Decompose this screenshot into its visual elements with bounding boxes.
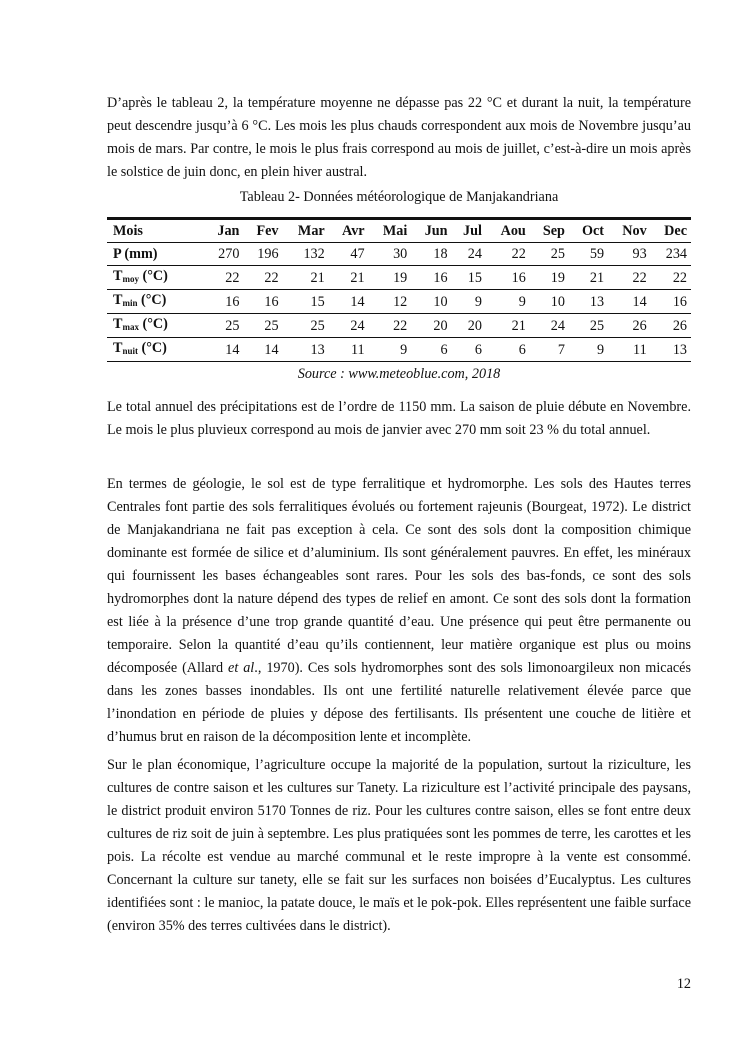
table-cell: 21 — [511, 317, 526, 334]
table-cell: 20 — [467, 317, 482, 334]
table-cell: 21 — [310, 269, 325, 286]
table-row — [107, 290, 691, 314]
table-cell: 9 — [596, 341, 605, 358]
table-cell: 13 — [310, 341, 325, 358]
row-header — [107, 290, 204, 314]
table-cell: 6 — [440, 341, 448, 358]
table-cell: 270 — [218, 246, 240, 262]
table-cell: 14 — [225, 341, 240, 358]
row-header — [107, 266, 204, 290]
table-cell: 18 — [433, 246, 448, 262]
row-header-label: T — [113, 292, 123, 308]
header-month: Nov — [622, 223, 647, 239]
row-header-subscript: max — [122, 322, 139, 332]
table-caption: Tableau 2- Données météorologique de Manjakandriana — [239, 189, 559, 205]
row-header-label: T — [113, 340, 123, 356]
table-cell: 12 — [393, 293, 408, 310]
row-header — [107, 338, 204, 362]
table-cell: 24 — [350, 317, 365, 334]
table-cell: 93 — [632, 246, 647, 262]
table-cell: 25 — [310, 317, 325, 334]
table-cell: 14 — [264, 341, 279, 358]
row-header — [107, 243, 204, 266]
table-cell: 132 — [303, 246, 325, 262]
paragraph-geology — [107, 473, 691, 749]
table-cell: 14 — [350, 293, 365, 310]
row-header-label: P (mm) — [113, 246, 158, 262]
table-cell: 25 — [264, 317, 279, 334]
header-month: Jul — [463, 223, 482, 239]
table-cell: 16 — [433, 269, 448, 286]
table-cell: 11 — [633, 341, 647, 358]
header-month: Mai — [382, 223, 408, 239]
table-cell: 22 — [264, 269, 279, 286]
row-header-unit: (°C) — [138, 268, 168, 284]
table-cell: 15 — [310, 293, 325, 310]
table-header-row — [107, 219, 691, 243]
table-cell: 19 — [393, 269, 408, 286]
page-number: 12 — [676, 976, 691, 992]
row-header-label: T — [113, 268, 123, 284]
table-cell: 16 — [672, 293, 687, 310]
header-month: Avr — [342, 223, 365, 239]
table-cell: 22 — [393, 317, 408, 334]
table-cell: 30 — [393, 246, 408, 262]
header-month: Oct — [581, 223, 605, 239]
table-cell: 234 — [665, 246, 687, 262]
table-cell: 13 — [672, 341, 687, 358]
header-month: Fev — [256, 223, 279, 239]
table-cell: 24 — [550, 317, 565, 334]
table-cell: 22 — [511, 246, 526, 262]
table-cell: 25 — [589, 317, 605, 334]
row-header-unit: (°C) — [138, 316, 168, 332]
header-month: Mar — [297, 223, 325, 239]
geology-text-2: ., 1970). Ces sols hydromorphes sont des sols limonoargileux non micacés dans les zones basses inondables. Ils ont une fertilité naturelle relativement élevée parce que l’inondation en période de pluies y dépose des fertilisants. Ils présentent une couche de litière et d’humus brut en raison de la décomposition lente et incomplète. — [107, 660, 691, 745]
table-cell: 6 — [474, 341, 482, 358]
table-cell: 13 — [589, 293, 605, 310]
paragraph-economy: Sur le plan économique, l’agriculture occupe la majorité de la population, surtout la riziculture, les cultures de contre saison et les cultures sur Tanety. La riziculture est l’activité principale des paysans, le district produit environ 5170 Tonnes de riz. Pour les cultures contre saison, elles se font entre deux cultures de riz soit de juin à septembre. Les plus pratiquées sont les pommes de terre, les carottes et les pois. La récolte est vendue au marché communal et le reste impropre à la vente est consommé. Concernant la culture sur tanety, elle se fait sur les surfaces non boisées d’Eucalyptus. Les cultures identifiées sont : le manioc, la patate douce, le maïs et le pok-pok. Elles représentent une faible surface (environ 35% des terres cultivées dans le district). — [107, 757, 691, 934]
table-cell: 47 — [350, 246, 365, 262]
table-cell: 9 — [474, 293, 482, 310]
table-cell: 10 — [550, 293, 565, 310]
geology-text-1: En termes de géologie, le sol est de type ferralitique et hydromorphe. Les sols des Hautes terres Centrales font partie des sols ferralitiques évolués ou fortement rajeunis (Bourgeat, 1972). Le district de Manjakandriana ne fait pas exception à cela. Ce sont des sols dont la composition chimique dominante est formée de silice et d’aluminium. Ils sont généralement pauvres. En effet, les minéraux qui fournissent les bases échangeables sont rares. Pour les sols des bas-fonds, ce sont des sols hydromorphes dont la nature dépend des types de relief en amont. Ce sont des sols dont la formation est liée à la présence d’une trop grande quantité d’eau. Une présence qui peut être permanente ou temporaire. Selon la quantité d’eau qu’ils contiennent, leur matière organique est plus ou moins décomposée (Allard — [107, 476, 691, 676]
paragraph-precipitation: Le total annuel des précipitations est de l’ordre de 1150 mm. La saison de pluie débute en Novembre. Le mois le plus pluvieux correspond au mois de janvier avec 270 mm soit 23 % du total annuel. — [107, 399, 691, 438]
header-month: Jan — [217, 223, 240, 239]
table-cell: 14 — [632, 293, 647, 310]
table-cell: 11 — [350, 341, 365, 358]
table-cell: 9 — [518, 293, 526, 310]
paragraph-temperature: D’après le tableau 2, la température moyenne ne dépasse pas 22 °C et durant la nuit, la température peut descendre jusqu’à 6 °C. Les mois les plus chauds correspondent aux mois de Novembre jusqu’au mois de mars. Par contre, le mois le plus frais correspond au mois de juillet, c’est-à-dire un mois après le solstice de juin donc, en plein hiver austral. — [107, 95, 691, 180]
table-cell: 26 — [632, 317, 647, 334]
table-cell: 25 — [225, 317, 240, 334]
row-header-subscript: min — [122, 298, 138, 308]
geology-citation-italic: et al — [228, 660, 255, 676]
table-cell: 19 — [550, 269, 565, 286]
table-cell: 22 — [632, 269, 647, 286]
table-cell: 20 — [433, 317, 448, 334]
header-month: Dec — [664, 223, 687, 239]
climate-table — [107, 217, 691, 362]
table-row — [107, 338, 691, 362]
table-cell: 15 — [467, 269, 482, 286]
table-cell: 21 — [350, 269, 365, 286]
table-cell: 16 — [264, 293, 279, 310]
table-cell: 21 — [589, 269, 605, 286]
table-cell: 22 — [672, 269, 687, 286]
header-month: Sep — [542, 223, 565, 239]
table-row — [107, 243, 691, 266]
table-cell: 25 — [550, 246, 565, 262]
table-cell: 9 — [400, 341, 408, 358]
table-cell: 16 — [225, 293, 240, 310]
header-month: Jun — [424, 223, 448, 239]
table-cell: 10 — [433, 293, 448, 310]
table-cell: 22 — [225, 269, 240, 286]
row-header-subscript: moy — [122, 274, 139, 284]
header-mois: Mois — [113, 223, 143, 239]
table-cell: 7 — [557, 341, 565, 358]
table-cell: 26 — [672, 317, 687, 334]
table-row — [107, 266, 691, 290]
table-cell: 24 — [467, 246, 482, 262]
row-header-label: T — [113, 316, 123, 332]
table-row — [107, 314, 691, 338]
table-cell: 6 — [518, 341, 526, 358]
table-cell: 16 — [511, 269, 526, 286]
row-header-subscript: nuit — [122, 346, 138, 356]
table-cell: 196 — [257, 246, 279, 262]
row-header-unit: (°C) — [137, 340, 167, 356]
table-cell: 59 — [589, 246, 605, 262]
table-body — [107, 243, 691, 362]
table-source: Source : www.meteoblue.com, 2018 — [297, 366, 501, 382]
header-month: Aou — [500, 223, 526, 239]
row-header-unit: (°C) — [137, 292, 167, 308]
row-header — [107, 314, 204, 338]
